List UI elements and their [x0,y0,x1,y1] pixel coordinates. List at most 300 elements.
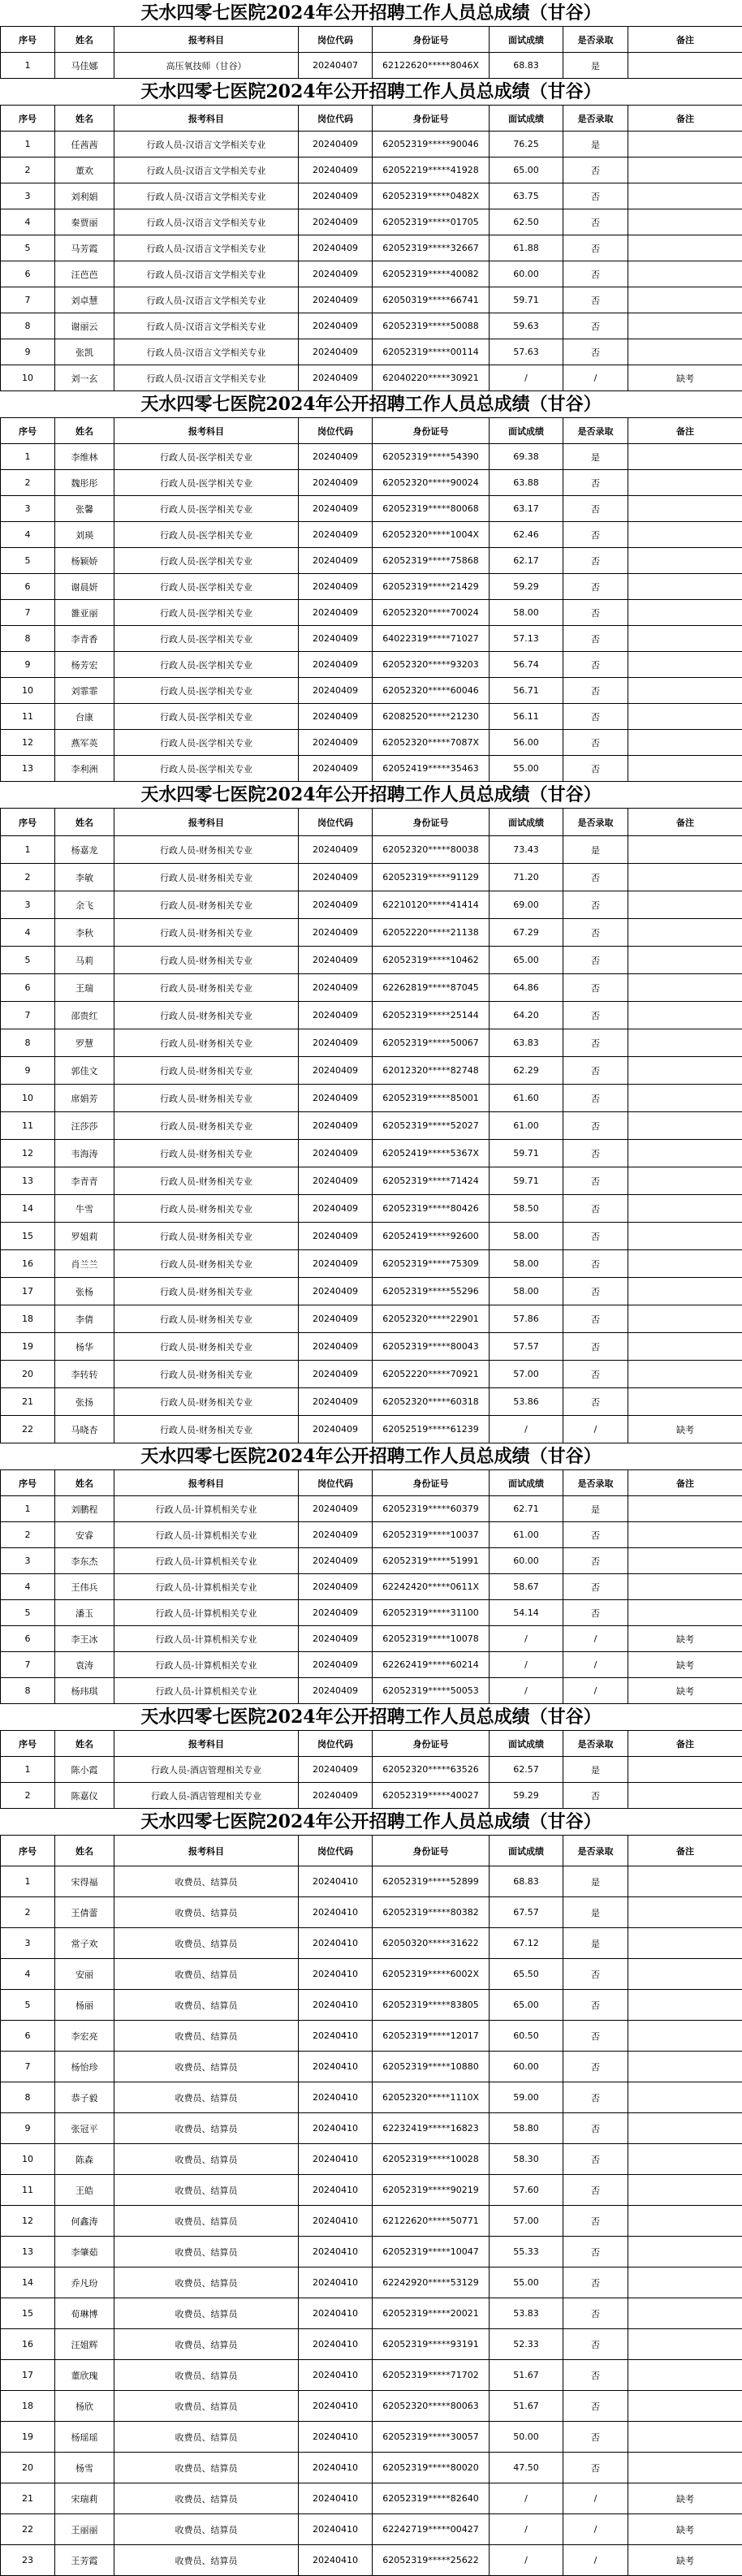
cell-score: 56.71 [490,678,563,704]
cell-remark [628,1361,742,1388]
cell-subject: 行政人员-汉语言文学相关专业 [114,287,299,313]
cell-subject: 行政人员-计算机相关专业 [114,1548,299,1574]
cell-name: 席娟芳 [55,1085,114,1112]
cell-admitted: 否 [563,1990,628,2021]
cell-admitted: 是 [563,1757,628,1783]
cell-remark [628,626,742,652]
cell-admitted: 否 [563,1522,628,1548]
cell-id-number: 62050319*****66741 [373,287,490,313]
cell-admitted: 否 [563,1959,628,1990]
table-row [1,132,742,157]
cell-score: 63.75 [490,183,563,209]
table-row [1,287,742,313]
cell-id-number: 62052319*****10078 [373,1626,490,1652]
cell-name: 陈嘉仪 [55,1783,114,1809]
cell-subject: 行政人员-医学相关专业 [114,600,299,626]
cell-index: 3 [1,1548,55,1574]
cell-id-number: 62052320*****7087X [373,730,490,756]
cell-score: 63.17 [490,496,563,522]
table-row [1,2329,742,2360]
cell-name: 董欢 [55,157,114,183]
cell-subject: 行政人员-计算机相关专业 [114,1600,299,1626]
cell-id-number: 62052319*****71424 [373,1167,490,1195]
cell-subject: 高压氧技师（甘谷） [114,53,299,79]
column-header-admitted: 是否录取 [563,106,628,132]
table-row [1,496,742,522]
cell-score: / [490,1626,563,1652]
cell-subject: 行政人员-酒店管理相关专业 [114,1757,299,1783]
cell-score: 71.20 [490,864,563,891]
cell-admitted: 否 [563,2144,628,2175]
cell-subject: 收费员、结算员 [114,2391,299,2422]
cell-score: 58.00 [490,1223,563,1250]
cell-remark [628,836,742,864]
cell-remark [628,1223,742,1250]
cell-post-code: 20240409 [299,1112,373,1140]
cell-remark [628,261,742,287]
column-header-id-number: 身份证号 [373,1731,490,1757]
cell-subject: 行政人员-财务相关专业 [114,1223,299,1250]
column-header-score: 面试成绩 [490,809,563,836]
cell-index: 1 [1,53,55,79]
cell-admitted: 否 [563,574,628,600]
cell-name: 任茜茜 [55,132,114,157]
cell-subject: 收费员、结算员 [114,2422,299,2453]
cell-remark [628,1496,742,1522]
cell-subject: 收费员、结算员 [114,2082,299,2113]
cell-name: 李宏亮 [55,2021,114,2052]
cell-remark [628,2206,742,2237]
cell-subject: 行政人员-医学相关专业 [114,652,299,678]
cell-score: 69.00 [490,891,563,919]
cell-id-number: 62050320*****31622 [373,1928,490,1959]
cell-id-number: 62052320*****60046 [373,678,490,704]
cell-admitted: / [563,2483,628,2514]
cell-score: 62.29 [490,1057,563,1085]
cell-index: 3 [1,891,55,919]
cell-id-number: 62052319*****40082 [373,261,490,287]
cell-name: 张扬 [55,1388,114,1416]
cell-admitted: 否 [563,1167,628,1195]
cell-admitted: 否 [563,1140,628,1167]
cell-score: 59.71 [490,1140,563,1167]
results-section [0,1809,742,2576]
column-header-score: 面试成绩 [490,1731,563,1757]
cell-subject: 行政人员-财务相关专业 [114,919,299,947]
cell-name: 罗姐莉 [55,1223,114,1250]
cell-remark [628,2422,742,2453]
cell-id-number: 62262419*****60214 [373,1652,490,1678]
results-table [0,105,742,391]
section-title: 天水四零七医院2024年公开招聘工作人员总成绩（甘谷） [0,1809,742,1835]
cell-subject: 行政人员-财务相关专业 [114,1057,299,1085]
table-row [1,2144,742,2175]
cell-subject: 行政人员-财务相关专业 [114,1250,299,1278]
cell-post-code: 20240409 [299,496,373,522]
cell-admitted: 否 [563,2360,628,2391]
cell-index: 8 [1,313,55,339]
cell-remark [628,2175,742,2206]
cell-index: 2 [1,157,55,183]
cell-name: 宋得福 [55,1866,114,1897]
cell-subject: 收费员、结算员 [114,2329,299,2360]
cell-post-code: 20240409 [299,1361,373,1388]
cell-remark [628,678,742,704]
results-table [0,808,742,1443]
cell-remark [628,1600,742,1626]
cell-admitted: / [563,2545,628,2576]
table-row [1,313,742,339]
table-row [1,626,742,652]
cell-name: 李维林 [55,444,114,470]
column-header-subject: 报考科目 [114,106,299,132]
cell-post-code: 20240409 [299,1333,373,1361]
cell-name: 罗慧 [55,1029,114,1057]
cell-admitted: 否 [563,2298,628,2329]
cell-name: 杨嘉龙 [55,836,114,864]
cell-score: 62.71 [490,1496,563,1522]
cell-admitted: 否 [563,2391,628,2422]
cell-id-number: 62052319*****82640 [373,2483,490,2514]
cell-subject: 收费员、结算员 [114,2237,299,2267]
cell-subject: 行政人员-医学相关专业 [114,626,299,652]
cell-id-number: 62052319*****00114 [373,339,490,365]
cell-remark [628,53,742,79]
cell-score: 62.17 [490,548,563,574]
cell-name: 乔凡玢 [55,2267,114,2298]
cell-name: 刘鹏程 [55,1496,114,1522]
cell-name: 杨雪 [55,2453,114,2483]
column-header-name: 姓名 [55,27,114,53]
table-row [1,1496,742,1522]
cell-index: 19 [1,1333,55,1361]
cell-index: 4 [1,919,55,947]
column-header-name: 姓名 [55,1731,114,1757]
cell-remark [628,339,742,365]
column-header-index: 序号 [1,1836,55,1866]
cell-remark [628,548,742,574]
table-row [1,235,742,261]
cell-score: 68.83 [490,53,563,79]
cell-index: 12 [1,2206,55,2237]
cell-post-code: 20240409 [299,1496,373,1522]
cell-id-number: 62052319*****83805 [373,1990,490,2021]
cell-name: 王倩蕾 [55,1897,114,1928]
cell-admitted: 否 [563,2267,628,2298]
cell-post-code: 20240409 [299,1057,373,1085]
cell-score: 60.00 [490,2052,563,2082]
cell-remark [628,2052,742,2082]
cell-remark [628,1897,742,1928]
cell-index: 6 [1,2021,55,2052]
cell-admitted: 是 [563,444,628,470]
cell-admitted: / [563,365,628,391]
table-row [1,574,742,600]
cell-admitted: 是 [563,1928,628,1959]
cell-score: 60.00 [490,261,563,287]
cell-index: 8 [1,1029,55,1057]
cell-score: 57.57 [490,1333,563,1361]
section-title: 天水四零七医院2024年公开招聘工作人员总成绩（甘谷） [0,1704,742,1730]
cell-subject: 收费员、结算员 [114,1990,299,2021]
cell-index: 6 [1,574,55,600]
cell-id-number: 62052319*****75868 [373,548,490,574]
cell-post-code: 20240410 [299,1959,373,1990]
cell-admitted: 否 [563,1333,628,1361]
cell-index: 5 [1,548,55,574]
column-header-score: 面试成绩 [490,27,563,53]
cell-score: 65.00 [490,1990,563,2021]
cell-name: 燕军英 [55,730,114,756]
cell-id-number: 62052319*****10880 [373,2052,490,2082]
cell-name: 张冠平 [55,2113,114,2144]
cell-index: 11 [1,2175,55,2206]
table-row [1,157,742,183]
cell-admitted: 否 [563,1029,628,1057]
cell-admitted: 是 [563,1866,628,1897]
cell-admitted: 否 [563,2021,628,2052]
cell-score: 69.38 [490,444,563,470]
cell-post-code: 20240410 [299,2453,373,2483]
table-row [1,261,742,287]
cell-admitted: 否 [563,2422,628,2453]
cell-remark [628,1990,742,2021]
cell-name: 李东杰 [55,1548,114,1574]
table-row [1,2021,742,2052]
cell-post-code: 20240409 [299,947,373,974]
cell-name: 王皓 [55,2175,114,2206]
cell-subject: 行政人员-医学相关专业 [114,522,299,548]
column-header-name: 姓名 [55,1470,114,1496]
cell-id-number: 62052319*****40027 [373,1783,490,1809]
table-row [1,2267,742,2298]
cell-name: 李王冰 [55,1626,114,1652]
cell-id-number: 62052319*****25622 [373,2545,490,2576]
column-header-remark: 备注 [628,1470,742,1496]
cell-score: 52.33 [490,2329,563,2360]
cell-post-code: 20240409 [299,1223,373,1250]
cell-score: 57.86 [490,1305,563,1333]
table-row [1,864,742,891]
cell-score: 47.50 [490,2453,563,2483]
cell-remark [628,1112,742,1140]
cell-admitted: 否 [563,1223,628,1250]
cell-score: 57.13 [490,626,563,652]
cell-subject: 收费员、结算员 [114,2206,299,2237]
cell-name: 潘玉 [55,1600,114,1626]
cell-admitted: 否 [563,339,628,365]
cell-post-code: 20240409 [299,1278,373,1305]
cell-subject: 行政人员-计算机相关专业 [114,1652,299,1678]
cell-remark [628,1548,742,1574]
cell-post-code: 20240407 [299,53,373,79]
cell-admitted: 否 [563,730,628,756]
cell-admitted: 是 [563,836,628,864]
cell-post-code: 20240409 [299,600,373,626]
cell-subject: 收费员、结算员 [114,2144,299,2175]
cell-id-number: 62052319*****12017 [373,2021,490,2052]
cell-score: 58.50 [490,1195,563,1223]
cell-score: 59.29 [490,1783,563,1809]
table-row [1,1522,742,1548]
column-header-post-code: 岗位代码 [299,1731,373,1757]
cell-subject: 行政人员-财务相关专业 [114,836,299,864]
cell-admitted: 否 [563,678,628,704]
cell-id-number: 62052319*****51991 [373,1548,490,1574]
column-header-post-code: 岗位代码 [299,106,373,132]
cell-index: 6 [1,974,55,1002]
table-row [1,1783,742,1809]
cell-remark: 缺考 [628,1416,742,1443]
column-header-subject: 报考科目 [114,809,299,836]
table-row [1,1223,742,1250]
cell-post-code: 20240410 [299,2514,373,2545]
cell-subject: 行政人员-汉语言文学相关专业 [114,235,299,261]
cell-id-number: 62052320*****22901 [373,1305,490,1333]
cell-post-code: 20240409 [299,864,373,891]
cell-id-number: 62052220*****21138 [373,919,490,947]
cell-admitted: 否 [563,470,628,496]
cell-score: 56.74 [490,652,563,678]
cell-admitted: 否 [563,287,628,313]
cell-post-code: 20240409 [299,1195,373,1223]
cell-post-code: 20240409 [299,574,373,600]
cell-name: 汪姐辉 [55,2329,114,2360]
cell-subject: 行政人员-酒店管理相关专业 [114,1783,299,1809]
cell-post-code: 20240409 [299,209,373,235]
cell-post-code: 20240410 [299,1866,373,1897]
cell-name: 杨颖娇 [55,548,114,574]
header-row [1,106,742,132]
cell-index: 13 [1,1167,55,1195]
cell-subject: 行政人员-医学相关专业 [114,730,299,756]
cell-subject: 行政人员-财务相关专业 [114,1361,299,1388]
cell-name: 安睿 [55,1522,114,1548]
cell-id-number: 62052319*****10028 [373,2144,490,2175]
table-row [1,339,742,365]
cell-id-number: 62052319*****50053 [373,1678,490,1704]
cell-id-number: 62052319*****32667 [373,235,490,261]
cell-id-number: 62122620*****8046X [373,53,490,79]
cell-name: 宋瑞莉 [55,2483,114,2514]
cell-name: 刘卓慧 [55,287,114,313]
cell-admitted: 否 [563,1278,628,1305]
cell-post-code: 20240409 [299,1388,373,1416]
cell-admitted: 否 [563,2082,628,2113]
cell-remark [628,574,742,600]
cell-remark [628,209,742,235]
cell-subject: 行政人员-汉语言文学相关专业 [114,183,299,209]
cell-name: 袁涛 [55,1652,114,1678]
cell-remark [628,1278,742,1305]
cell-name: 李倩 [55,1305,114,1333]
cell-score: 61.60 [490,1085,563,1112]
cell-score: 64.86 [490,974,563,1002]
cell-id-number: 62052319*****10462 [373,947,490,974]
cell-index: 15 [1,1223,55,1250]
cell-name: 陈森 [55,2144,114,2175]
cell-index: 7 [1,600,55,626]
cell-admitted: 否 [563,1057,628,1085]
cell-id-number: 62052319*****85001 [373,1085,490,1112]
cell-name: 杨玮琪 [55,1678,114,1704]
column-header-score: 面试成绩 [490,106,563,132]
column-header-admitted: 是否录取 [563,418,628,444]
cell-score: 51.67 [490,2391,563,2422]
section-title: 天水四零七医院2024年公开招聘工作人员总成绩（甘谷） [0,0,742,26]
cell-name: 肖兰兰 [55,1250,114,1278]
cell-subject: 行政人员-财务相关专业 [114,891,299,919]
cell-id-number: 62210120*****41414 [373,891,490,919]
cell-subject: 行政人员-汉语言文学相关专业 [114,132,299,157]
header-row [1,1836,742,1866]
cell-remark [628,1783,742,1809]
header-row [1,418,742,444]
cell-admitted: 否 [563,1085,628,1112]
cell-admitted: 否 [563,864,628,891]
cell-name: 李利洲 [55,756,114,782]
table-row [1,1140,742,1167]
cell-index: 1 [1,836,55,864]
table-row [1,1278,742,1305]
table-row [1,1361,742,1388]
cell-score: 57.60 [490,2175,563,2206]
cell-admitted: 否 [563,891,628,919]
cell-name: 荀琳博 [55,2298,114,2329]
cell-index: 9 [1,652,55,678]
cell-id-number: 62242420*****0611X [373,1574,490,1600]
header-row [1,1470,742,1496]
cell-id-number: 62262819*****87045 [373,974,490,1002]
cell-post-code: 20240409 [299,730,373,756]
cell-score: 60.00 [490,1548,563,1574]
table-row [1,1678,742,1704]
cell-remark [628,2082,742,2113]
cell-id-number: 62052319*****30057 [373,2422,490,2453]
cell-remark: 缺考 [628,365,742,391]
column-header-subject: 报考科目 [114,418,299,444]
cell-index: 1 [1,1496,55,1522]
cell-subject: 行政人员-汉语言文学相关专业 [114,365,299,391]
cell-remark [628,1388,742,1416]
cell-admitted: 是 [563,132,628,157]
cell-id-number: 62122620*****50771 [373,2206,490,2237]
cell-name: 常子欢 [55,1928,114,1959]
cell-remark [628,1928,742,1959]
cell-subject: 收费员、结算员 [114,2453,299,2483]
column-header-remark: 备注 [628,27,742,53]
cell-index: 4 [1,1574,55,1600]
cell-post-code: 20240410 [299,2113,373,2144]
table-row [1,548,742,574]
table-row [1,2360,742,2391]
results-section [0,391,742,782]
section-title: 天水四零七医院2024年公开招聘工作人员总成绩（甘谷） [0,782,742,808]
cell-name: 汪芭芭 [55,261,114,287]
results-section [0,1443,742,1704]
cell-index: 20 [1,2453,55,2483]
cell-post-code: 20240409 [299,974,373,1002]
cell-score: 53.83 [490,2298,563,2329]
cell-score: / [490,1416,563,1443]
column-header-index: 序号 [1,27,55,53]
cell-id-number: 62052319*****10047 [373,2237,490,2267]
cell-subject: 行政人员-计算机相关专业 [114,1678,299,1704]
cell-name: 马佳娜 [55,53,114,79]
cell-subject: 收费员、结算员 [114,2514,299,2545]
cell-score: 55.00 [490,2267,563,2298]
cell-post-code: 20240410 [299,2237,373,2267]
